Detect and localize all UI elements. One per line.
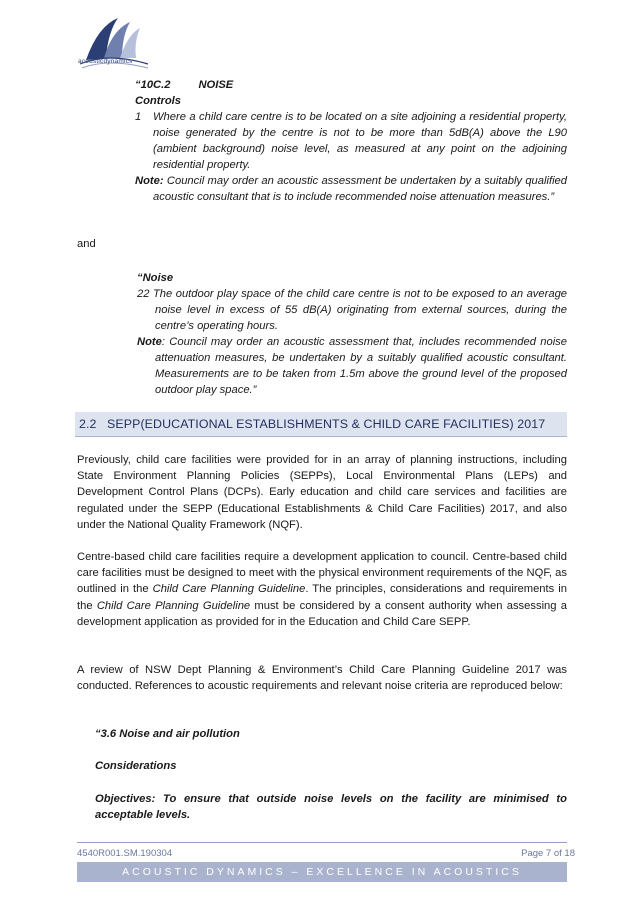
control-item-1 (135, 109, 567, 173)
dcp-heading-number: “10C.2 (135, 79, 171, 91)
note-text: : Council may order an acoustic assessment that, includes recommended noise attenuation measures, be undertaken by a suitably qualified acoustic consultant. Measurements are to be taken from 1.5m above the ground level of the proposed outdoor play space.” (155, 336, 567, 396)
note-label: Note: (135, 175, 164, 187)
guideline-title: Child Care Planning Guideline (96, 599, 251, 612)
and-connector: and (77, 238, 96, 250)
control-item-text: Where a child care centre is to be located on a site adjoining a residential property, noise generated by the centre is not to be more than 5dB(A) above the L90 (ambient background) noise level, as measured at any point on the adjoining residential property. (153, 111, 567, 171)
footer-divider (77, 842, 567, 843)
page-number: Page 7 of 18 (521, 848, 575, 859)
paragraph-text: must be considered by a consent authority when assessing a development application as provided for in the Education and Child Care SEPP. (77, 599, 567, 628)
section-title: SEPP(EDUCATIONAL ESTABLISHMENTS & CHILD CARE FACILITIES) 2017 (107, 417, 546, 431)
control-item-number: 1 (135, 111, 142, 123)
guideline-title: Child Care Planning Guideline (152, 583, 306, 596)
objectives-text: Objectives: To ensure that outside noise levels on the facility are minimised to acceptable levels. (95, 793, 567, 821)
paragraph-text: Centre-based child care facilities require a development application to council. Centre-based child care facilities must be designed to meet with the physical environment requirements of the NQF, as outlined in the (77, 551, 567, 596)
paragraph-review: A review of NSW Dept Planning & Environment’s Child Care Planning Guideline 2017 was conducted. References to acoustic requirements and relevant noise criteria are reproduced below: (77, 664, 567, 693)
paragraph-centre-based (77, 549, 567, 630)
noise-note (137, 334, 567, 398)
noise-heading: “Noise (137, 272, 174, 284)
noise-quote (137, 270, 567, 398)
section-number: 2.2 (79, 417, 97, 431)
logo-wordmark: acousticdynamics (78, 58, 133, 65)
footer-tagline-bar (77, 862, 567, 882)
note-label: Note (137, 336, 162, 348)
considerations-label: Considerations (95, 760, 177, 772)
footer-tagline: ACOUSTIC DYNAMICS – EXCELLENCE IN ACOUSTICS (122, 866, 522, 878)
dcp-noise-quote (135, 77, 567, 205)
paragraph-text: . The principles, considerations and requirements in the (77, 583, 567, 612)
dcp-note (135, 173, 567, 205)
guideline-heading: “3.6 Noise and air pollution (95, 728, 240, 740)
note-text: Council may order an acoustic assessment be undertaken by a suitably qualified acoustic consultant that is to include recommended noise attenuation measures.” (153, 175, 567, 203)
noise-item-number: 22 (137, 288, 150, 300)
dcp-heading (135, 77, 567, 93)
document-reference: 4540R001.SM.190304 (77, 848, 173, 859)
noise-item-text: The outdoor play space of the child care centre is not to be exposed to an average noise level in excess of 55 dB(A) originating from external sources, during the centre’s operating hours. (152, 288, 568, 332)
controls-label: Controls (135, 95, 181, 107)
noise-item-22 (137, 286, 567, 334)
section-heading (75, 412, 567, 437)
paragraph-previously: Previously, child care facilities were provided for in an array of planning instructions, including State Environment Planning Policies (SEPPs), Local Environmental Plans (LEPs) and Development Control Plans (DCPs). Early education and child care services and facilities are regulated under the SEPP (Educational Establishments & Child Care Facilities) 2017, and also under the National Quality Framework (NQF). (77, 454, 567, 531)
dcp-heading-title: NOISE (198, 79, 234, 91)
